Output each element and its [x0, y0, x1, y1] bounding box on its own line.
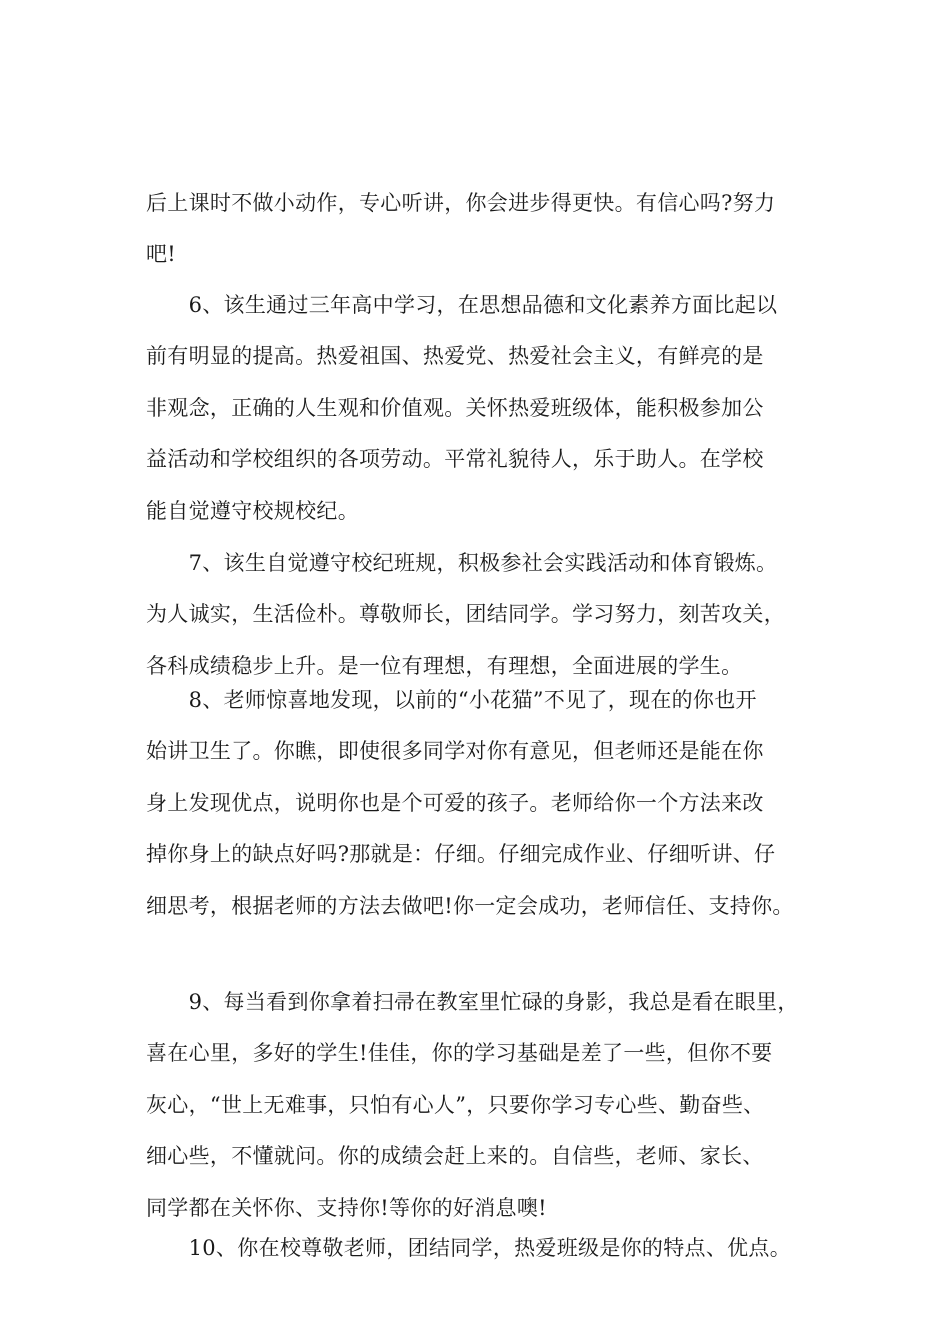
paragraph-text: 9、每当看到你拿着扫帚在教室里忙碌的身影，我总是看在眼里， 喜在心里，多好的学生!佳佳，你的学习基础是差了一些，但你不要 灰心，“世上无难事，只怕有心人”，只要你学习专心些、勤奋些、 细心些，不懂就问。你的成绩会赶上来的。自信些，老师、家长、 同学都在关怀你、支持你!等你的好消息噢!	[146, 989, 799, 1220]
paragraph-text: 8、老师惊喜地发现，以前的“小花猫”不见了，现在的你也开 始讲卫生了。你瞧，即使很多同学对你有意见，但老师还是能在你 身上发现优点，说明你也是个可爱的孩子。老师给你一个方法来改 掉你身上的缺点好吗?那就是：仔细。仔细完成作业、仔细听讲、仔 细思考，根据老师的方法去做吧!你一定会成功，老师信任、支持你。	[146, 687, 794, 918]
paragraph-text: 10、你在校尊敬老师，团结同学，热爱班级是你的特点、优点。	[146, 1235, 792, 1260]
paragraph-text: 后上课时不做小动作，专心听讲，你会进步得更快。有信心吗?努力 吧!	[146, 190, 776, 267]
paragraph-item-10	[146, 1171, 836, 1326]
paragraph-text: 7、该生自觉遵守校纪班规，积极参社会实践活动和体育锻炼。 为人诚实，生活俭朴。尊敬师长，团结同学。学习努力，刻苦攻关， 各科成绩稳步上升。是一位有理想，有理想，全面进展的学生。	[146, 550, 785, 678]
paragraph-text: 6、该生通过三年高中学习，在思想品德和文化素养方面比起以 前有明显的提高。热爱祖国、热爱党、热爱社会主义，有鲜亮的是 非观念，正确的人生观和价值观。关怀热爱班级体，能积极参加公 益活动和学校组织的各项劳动。平常礼貌待人，乐于助人。在学校 能自觉遵守校规校纪。	[146, 292, 778, 523]
